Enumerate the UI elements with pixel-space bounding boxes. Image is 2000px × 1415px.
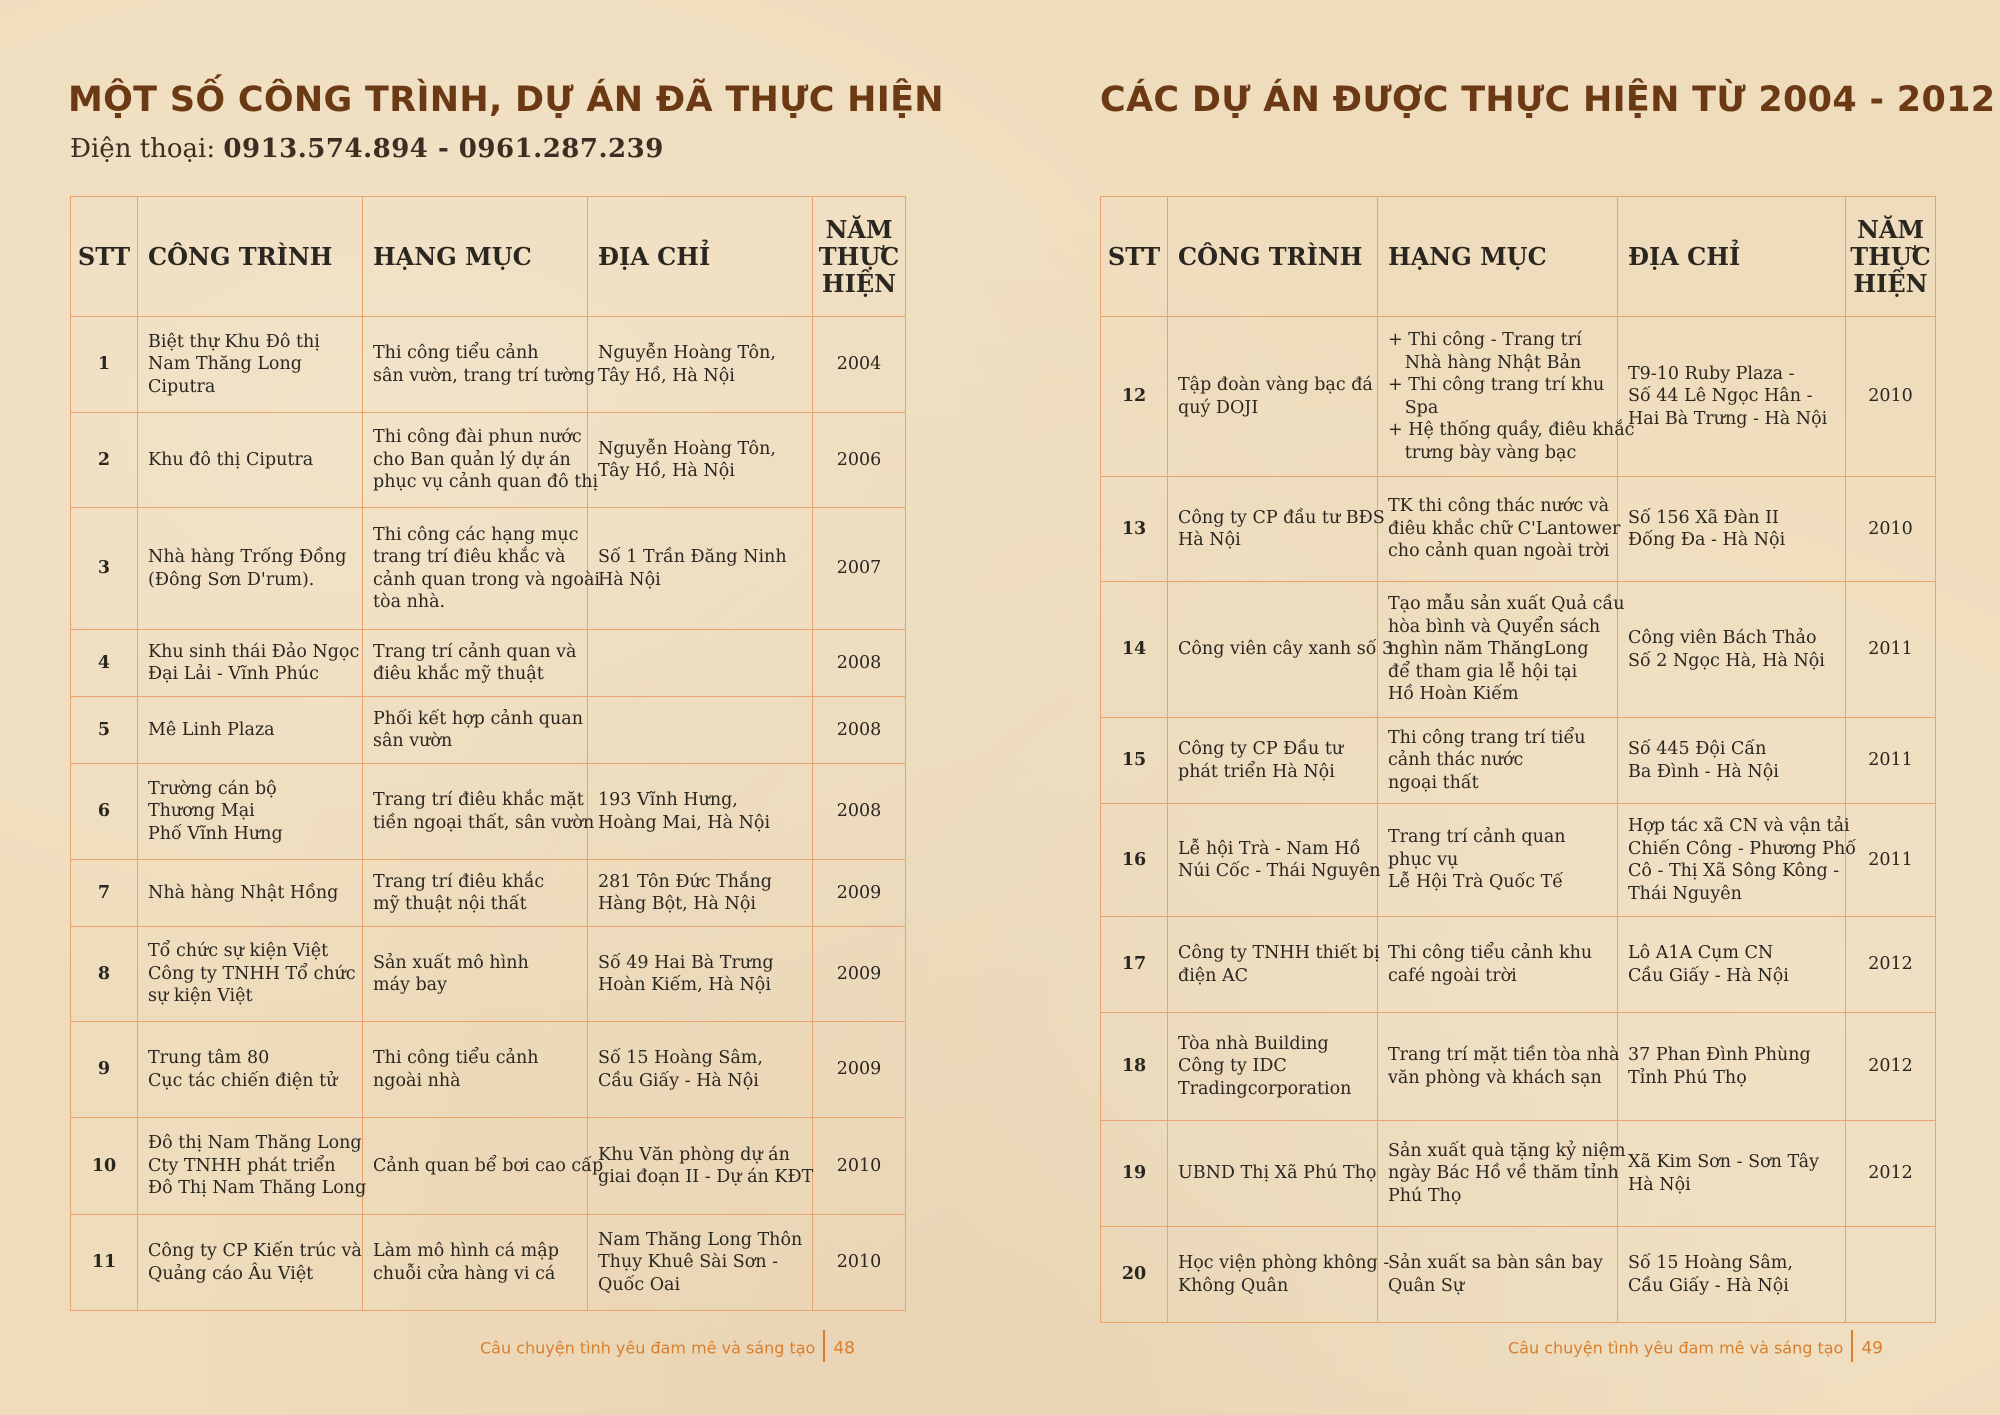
row-stt-cell: 9 xyxy=(71,1022,138,1118)
table-row xyxy=(1101,477,1936,582)
table-row xyxy=(71,1022,906,1118)
cell-line: cho cảnh quan ngoài trời xyxy=(1388,541,1610,562)
cell-line: Tập đoàn vàng bạc đá xyxy=(1178,375,1373,395)
right-page-title: CÁC DỰ ÁN ĐƯỢC THỰC HIỆN TỪ 2004 - 2012 xyxy=(1100,80,1996,120)
cell-line: Spa xyxy=(1388,397,1439,418)
cell-line: Tổ chức sự kiện Việt xyxy=(148,941,329,962)
row-year-cell: 2008 xyxy=(813,697,906,764)
cell-line: Tây Hồ, Hà Nội xyxy=(598,461,735,481)
header-year-line: NĂM xyxy=(1856,215,1925,244)
cell-line: Cầu Giấy - Hà Nội xyxy=(598,1070,759,1091)
cell-line: TK thi công thác nước và xyxy=(1388,496,1610,517)
cell-line: Cô - Thị Xã Sông Kông - xyxy=(1628,861,1840,881)
header-category: HẠNG MỤC xyxy=(1378,197,1618,317)
cell-line: Cảnh quan bể bơi cao cấp xyxy=(373,1155,604,1176)
row-stt-cell: 14 xyxy=(1101,582,1168,718)
cell-line: Hàng Bột, Hà Nội xyxy=(598,894,756,914)
cell-line: Thi công tiểu cảnh xyxy=(373,1048,539,1068)
cell-line: Làm mô hình cá mập xyxy=(373,1241,559,1261)
row-category-cell xyxy=(363,1022,588,1118)
row-address-cell xyxy=(588,630,813,697)
table-row xyxy=(1101,317,1936,477)
table-row xyxy=(71,860,906,927)
row-stt-cell: 6 xyxy=(71,764,138,860)
row-project-cell xyxy=(138,317,363,413)
row-year-cell: 2012 xyxy=(1846,1121,1936,1227)
table-row xyxy=(1101,582,1936,718)
row-stt-cell: 16 xyxy=(1101,804,1168,917)
cell-line: Số 15 Hoàng Sâm, xyxy=(598,1048,763,1068)
cell-line: văn phòng và khách sạn xyxy=(1388,1067,1602,1088)
row-project-cell xyxy=(1168,1121,1378,1227)
row-stt-cell: 13 xyxy=(1101,477,1168,582)
cell-line: Nguyễn Hoàng Tôn, xyxy=(598,343,776,363)
cell-line: Thái Nguyên xyxy=(1628,883,1742,904)
row-stt-cell: 8 xyxy=(71,927,138,1022)
row-category-cell xyxy=(363,1118,604,1215)
row-project-cell xyxy=(138,1215,363,1311)
cell-line: Hoàng Mai, Hà Nội xyxy=(598,812,771,833)
row-stt-cell: 3 xyxy=(71,508,138,630)
row-project-cell xyxy=(138,413,363,508)
right-project-table xyxy=(1100,196,1936,1323)
cell-line: Trang trí cảnh quan và xyxy=(373,641,577,662)
row-address-cell xyxy=(588,927,813,1022)
phone-numbers: 0913.574.894 - 0961.287.239 xyxy=(223,134,664,164)
cell-line: Nhà hàng Trống Đồng xyxy=(148,547,347,567)
cell-line: Công viên cây xanh số 3 xyxy=(1178,639,1394,660)
table-row xyxy=(1101,917,1936,1013)
cell-line: Đô thị Nam Thăng Long xyxy=(148,1133,362,1154)
cell-line: Thi công tiểu cảnh xyxy=(373,343,539,363)
cell-line: Số 2 Ngọc Hà, Hà Nội xyxy=(1628,650,1825,671)
cell-line: Khu Văn phòng dự án xyxy=(598,1144,790,1165)
cell-line: mỹ thuật nội thất xyxy=(373,894,527,914)
cell-line: café ngoài trời xyxy=(1388,965,1517,986)
cell-line: Thi công trang trí tiểu xyxy=(1388,727,1586,748)
row-category-cell xyxy=(363,413,599,508)
cell-line: Công viên Bách Thảo xyxy=(1628,628,1817,648)
cell-line: Biệt thự Khu Đô thị xyxy=(148,331,320,352)
cell-line: Trường cán bộ xyxy=(148,778,277,799)
cell-line: Phối kết hợp cảnh quan xyxy=(373,708,583,729)
row-address-cell xyxy=(1618,477,1846,582)
cell-line: 281 Tôn Đức Thắng xyxy=(598,871,772,892)
table-row xyxy=(71,697,906,764)
row-year-cell: 2010 xyxy=(1846,317,1936,477)
right-table-body xyxy=(1101,317,1936,1323)
row-address-cell xyxy=(588,508,813,630)
left-footer xyxy=(480,1333,855,1365)
row-stt-cell: 5 xyxy=(71,697,138,764)
row-address-cell xyxy=(1618,917,1846,1013)
cell-line: Trang trí điêu khắc mặt xyxy=(373,790,584,810)
row-address-cell xyxy=(588,1215,813,1311)
cell-line: Lễ hội Trà - Nam Hồ xyxy=(1178,838,1361,859)
row-project-cell xyxy=(1168,718,1378,804)
cell-line: Hà Nội xyxy=(1628,1174,1691,1195)
table-row xyxy=(1101,804,1936,917)
cell-line: (Đông Sơn D'rum). xyxy=(148,569,315,590)
cell-line: Đô Thị Nam Thăng Long xyxy=(148,1178,367,1199)
cell-line: giai đoạn II - Dự án KĐT xyxy=(598,1167,814,1187)
row-project-cell xyxy=(138,927,363,1022)
row-year-cell: 2007 xyxy=(813,508,906,630)
cell-line: ngoài nhà xyxy=(373,1070,461,1091)
cell-line: Chiến Công - Phương Phố xyxy=(1628,838,1856,859)
row-address-cell xyxy=(1618,1121,1846,1227)
cell-line: Xã Kim Sơn - Sơn Tây xyxy=(1628,1152,1819,1172)
cell-line: Ba Đình - Hà Nội xyxy=(1628,761,1779,782)
row-category-cell xyxy=(363,927,588,1022)
cell-line: Thương Mại xyxy=(148,801,255,822)
row-year-cell: 2009 xyxy=(813,1022,906,1118)
cell-line: Sản xuất mô hình xyxy=(373,952,529,973)
table-header-row xyxy=(1101,197,1936,317)
row-address-cell xyxy=(1618,582,1846,718)
cell-line: Hai Bà Trưng - Hà Nội xyxy=(1628,408,1828,429)
row-stt-cell: 1 xyxy=(71,317,138,413)
cell-line: T9-10 Ruby Plaza - xyxy=(1628,363,1795,384)
cell-line: Số 1 Trần Đăng Ninh xyxy=(598,547,787,567)
cell-line: Phú Thọ xyxy=(1388,1185,1462,1206)
cell-line: + Thi công - Trang trí xyxy=(1388,330,1582,350)
row-stt-cell: 18 xyxy=(1101,1013,1168,1121)
cell-line: Học viện phòng không - xyxy=(1178,1253,1390,1273)
row-project-cell xyxy=(138,630,363,697)
cell-line: + Hệ thống quầy, điêu khắc xyxy=(1388,420,1635,440)
cell-line: cảnh quan trong và ngoài xyxy=(373,569,600,590)
cell-line: Trang trí điêu khắc xyxy=(373,871,545,892)
row-category-cell xyxy=(363,317,596,413)
cell-line: Khu sinh thái Đảo Ngọc xyxy=(148,641,360,662)
header-stt: STT xyxy=(1101,197,1168,317)
row-year-cell: 2010 xyxy=(813,1118,906,1215)
row-address-cell xyxy=(588,860,813,927)
row-year-cell: 2009 xyxy=(813,860,906,927)
header-year-line: THỰC xyxy=(818,242,900,271)
row-project-cell xyxy=(138,860,363,927)
row-stt-cell: 15 xyxy=(1101,718,1168,804)
cell-line: Nhà hàng Nhật Bản xyxy=(1388,352,1582,373)
row-address-cell xyxy=(588,764,813,860)
row-year-cell: 2004 xyxy=(813,317,906,413)
table-row xyxy=(1101,718,1936,804)
row-stt-cell: 7 xyxy=(71,860,138,927)
cell-line: Cầu Giấy - Hà Nội xyxy=(1628,1275,1789,1296)
cell-line: Công ty CP đầu tư BĐS xyxy=(1178,507,1385,528)
cell-line: ngày Bác Hồ về thăm tỉnh xyxy=(1388,1163,1619,1184)
row-project-cell xyxy=(138,697,363,764)
row-category-cell xyxy=(363,630,588,697)
cell-line: ngoại thất xyxy=(1388,772,1479,793)
row-category-cell xyxy=(1378,917,1618,1013)
row-stt-cell: 17 xyxy=(1101,917,1168,1013)
row-category-cell xyxy=(1378,317,1635,477)
table-row xyxy=(71,1215,906,1311)
header-year-line: NĂM xyxy=(825,215,893,244)
cell-line: Tạo mẫu sản xuất Quả cầu xyxy=(1388,594,1625,615)
row-stt-cell: 20 xyxy=(1101,1227,1168,1323)
row-year-cell: 2009 xyxy=(813,927,906,1022)
cell-line: Công ty CP Kiến trúc và xyxy=(148,1241,362,1261)
cell-line: máy bay xyxy=(373,975,447,995)
cell-line: Hà Nội xyxy=(1178,530,1241,550)
header-year-line: HIỆN xyxy=(1853,269,1928,298)
row-project-cell xyxy=(138,1118,367,1215)
table-row xyxy=(71,764,906,860)
cell-line: Sản xuất sa bàn sân bay xyxy=(1388,1253,1603,1273)
cell-line: Quảng cáo Âu Việt xyxy=(148,1263,314,1284)
left-page-title: MỘT SỐ CÔNG TRÌNH, DỰ ÁN ĐÃ THỰC HIỆN xyxy=(68,80,944,120)
table-row xyxy=(71,1118,906,1215)
cell-line: Mê Linh Plaza xyxy=(148,719,275,740)
row-year-cell: 2006 xyxy=(813,413,906,508)
row-address-cell xyxy=(1618,317,1846,477)
header-year-line: THỰC xyxy=(1850,242,1931,271)
footer-tagline: Câu chuyện tình yêu đam mê và sáng tạo xyxy=(480,1338,816,1358)
cell-line: Lễ Hội Trà Quốc Tế xyxy=(1388,872,1564,893)
cell-line: Số 445 Đội Cấn xyxy=(1628,739,1767,759)
cell-line: Cty TNHH phát triển xyxy=(148,1155,336,1176)
left-project-table xyxy=(70,196,906,1311)
row-category-cell xyxy=(363,508,600,630)
cell-line: Thi công đài phun nước xyxy=(373,427,582,448)
cell-line: phục vụ cảnh quan đô thị xyxy=(373,472,599,493)
row-project-cell xyxy=(138,1022,363,1118)
cell-line: Sản xuất quà tặng kỷ niệm xyxy=(1388,1140,1626,1161)
cell-line: 193 Vĩnh Hưng, xyxy=(598,790,738,810)
cell-line: + Thi công trang trí khu xyxy=(1388,375,1605,395)
row-stt-cell: 2 xyxy=(71,413,138,508)
cell-line: Ciputra xyxy=(148,376,216,397)
row-project-cell xyxy=(1168,477,1385,582)
cell-line: Đại Lải - Vĩnh Phúc xyxy=(148,664,319,684)
row-category-cell xyxy=(363,1215,588,1311)
row-project-cell xyxy=(1168,317,1378,477)
cell-line: điện AC xyxy=(1178,965,1249,986)
phone-line xyxy=(70,134,664,164)
header-year-line: HIỆN xyxy=(821,269,897,298)
left-table-body xyxy=(71,317,906,1311)
page-number: 49 xyxy=(1861,1338,1883,1359)
cell-line: Tây Hồ, Hà Nội xyxy=(598,365,735,386)
row-category-cell xyxy=(1378,718,1618,804)
cell-line: tiền ngoại thất, sân vườn xyxy=(373,812,595,833)
cell-line: UBND Thị Xã Phú Thọ xyxy=(1178,1163,1377,1184)
row-year-cell: 2012 xyxy=(1846,917,1936,1013)
cell-line: Hà Nội xyxy=(598,569,661,590)
cell-line: quý DOJI xyxy=(1178,397,1259,418)
cell-line: chuỗi cửa hàng vi cá xyxy=(373,1263,556,1284)
cell-line: Tradingcorporation xyxy=(1178,1078,1352,1099)
cell-line: Công ty TNHH Tổ chức xyxy=(148,963,356,984)
row-category-cell xyxy=(1378,582,1625,718)
row-address-cell xyxy=(1618,804,1856,917)
cell-line: Tỉnh Phú Thọ xyxy=(1628,1067,1747,1088)
cell-line: Hoàn Kiếm, Hà Nội xyxy=(598,975,771,995)
row-year-cell: 2011 xyxy=(1846,718,1936,804)
row-year-cell: 2012 xyxy=(1846,1013,1936,1121)
cell-line: Cục tác chiến điện tử xyxy=(148,1070,338,1091)
table-row xyxy=(1101,1121,1936,1227)
cell-line: Công ty IDC xyxy=(1178,1056,1287,1077)
row-project-cell xyxy=(138,764,363,860)
cell-line: Nhà hàng Nhật Hồng xyxy=(148,882,339,903)
header-year xyxy=(1846,197,1936,317)
cell-line: hòa bình và Quyển sách xyxy=(1388,616,1601,637)
cell-line: Tòa nhà Building xyxy=(1178,1033,1329,1054)
row-stt-cell: 4 xyxy=(71,630,138,697)
footer-tagline: Câu chuyện tình yêu đam mê và sáng tạo xyxy=(1508,1338,1844,1358)
table-row xyxy=(71,413,906,508)
footer-divider xyxy=(823,1330,825,1362)
table-row xyxy=(1101,1013,1936,1121)
cell-line: điêu khắc chữ C'Lantower xyxy=(1388,518,1621,539)
cell-line: sân vườn xyxy=(373,731,453,751)
cell-line: Hợp tác xã CN và vận tải xyxy=(1628,816,1850,836)
cell-line: Công ty TNHH thiết bị xyxy=(1178,943,1380,963)
cell-line: nghìn năm ThăngLong xyxy=(1388,639,1589,660)
header-address: ĐỊA CHỈ xyxy=(1618,197,1846,317)
row-category-cell xyxy=(363,697,588,764)
row-year-cell: 2008 xyxy=(813,630,906,697)
cell-line: Số 44 Lê Ngọc Hân - xyxy=(1628,386,1813,407)
cell-line: sự kiện Việt xyxy=(148,986,253,1007)
row-stt-cell: 10 xyxy=(71,1118,138,1215)
row-stt-cell: 12 xyxy=(1101,317,1168,477)
cell-line: Số 49 Hai Bà Trưng xyxy=(598,952,774,973)
header-project: CÔNG TRÌNH xyxy=(1168,197,1378,317)
cell-line: Trung tâm 80 xyxy=(148,1048,270,1068)
cell-line: sân vườn, trang trí tường xyxy=(373,365,596,386)
cell-line: Đống Đa - Hà Nội xyxy=(1628,530,1786,550)
cell-line: Thụy Khuê Sài Sơn - xyxy=(598,1252,779,1273)
cell-line: Nam Thăng Long Thôn xyxy=(598,1229,803,1250)
table-row xyxy=(71,630,906,697)
header-category: HẠNG MỤC xyxy=(363,197,588,317)
table-header-row xyxy=(71,197,906,317)
header-stt: STT xyxy=(71,197,138,317)
row-project-cell xyxy=(1168,1013,1378,1121)
row-year-cell: 2010 xyxy=(813,1215,906,1311)
cell-line: Trang trí cảnh quan xyxy=(1388,827,1566,848)
cell-line: trưng bày vàng bạc xyxy=(1388,442,1577,463)
cell-line: Nam Thăng Long xyxy=(148,354,302,375)
row-address-cell xyxy=(1618,718,1846,804)
row-year-cell: 2008 xyxy=(813,764,906,860)
right-page xyxy=(1000,0,2000,1415)
row-stt-cell: 19 xyxy=(1101,1121,1168,1227)
cell-line: Khu đô thị Ciputra xyxy=(148,449,314,470)
cell-line: Quốc Oai xyxy=(598,1274,681,1295)
page-number: 48 xyxy=(833,1338,855,1359)
row-year-cell: 2011 xyxy=(1846,582,1936,718)
cell-line: cảnh thác nước xyxy=(1388,750,1524,771)
cell-line: Hồ Hoàn Kiếm xyxy=(1388,684,1519,705)
cell-line: Số 15 Hoàng Sâm, xyxy=(1628,1253,1793,1273)
row-category-cell xyxy=(1378,1121,1626,1227)
row-address-cell xyxy=(588,1118,813,1215)
cell-line: để tham gia lễ hội tại xyxy=(1388,661,1578,682)
row-address-cell xyxy=(1618,1013,1846,1121)
row-address-cell xyxy=(1618,1227,1846,1323)
cell-line: tòa nhà. xyxy=(373,592,446,612)
footer-divider xyxy=(1851,1330,1853,1362)
right-footer xyxy=(1508,1333,1883,1365)
row-category-cell xyxy=(1378,477,1621,582)
cell-line: Không Quân xyxy=(1178,1275,1289,1296)
cell-line: Thi công các hạng mục xyxy=(373,524,579,545)
cell-line: Cầu Giấy - Hà Nội xyxy=(1628,965,1789,986)
row-category-cell xyxy=(1378,1227,1618,1323)
row-address-cell xyxy=(588,413,813,508)
cell-line: điêu khắc mỹ thuật xyxy=(373,664,544,684)
row-category-cell xyxy=(1378,804,1618,917)
table-row xyxy=(71,508,906,630)
table-row xyxy=(71,317,906,413)
row-year-cell: 2011 xyxy=(1846,804,1936,917)
cell-line: cho Ban quản lý dự án xyxy=(373,449,571,470)
row-address-cell xyxy=(588,697,813,764)
cell-line: Thi công tiểu cảnh khu xyxy=(1388,943,1593,963)
row-address-cell xyxy=(588,317,813,413)
row-project-cell xyxy=(1168,1227,1390,1323)
cell-line: Phố Vĩnh Hưng xyxy=(148,823,283,844)
row-category-cell xyxy=(1378,1013,1618,1121)
cell-line: Quân Sự xyxy=(1388,1275,1465,1296)
row-project-cell xyxy=(138,508,363,630)
cell-line: trang trí điêu khắc và xyxy=(373,547,566,567)
phone-label: Điện thoại: xyxy=(70,134,216,164)
row-category-cell xyxy=(363,860,588,927)
table-row xyxy=(1101,1227,1936,1323)
table-row xyxy=(71,927,906,1022)
cell-line: 37 Phan Đình Phùng xyxy=(1628,1045,1811,1065)
row-year-cell: 2010 xyxy=(1846,477,1936,582)
row-project-cell xyxy=(1168,804,1381,917)
header-address: ĐỊA CHỈ xyxy=(588,197,813,317)
cell-line: Lô A1A Cụm CN xyxy=(1628,943,1774,963)
row-project-cell xyxy=(1168,917,1378,1013)
cell-line: Công ty CP Đầu tư xyxy=(1178,739,1344,759)
cell-line: Số 156 Xã Đàn II xyxy=(1628,507,1779,528)
row-address-cell xyxy=(588,1022,813,1118)
cell-line: phát triển Hà Nội xyxy=(1178,761,1335,782)
row-stt-cell: 11 xyxy=(71,1215,138,1311)
row-category-cell xyxy=(363,764,595,860)
cell-line: Trang trí mặt tiền tòa nhà xyxy=(1388,1045,1620,1065)
cell-line: Núi Cốc - Thái Nguyên xyxy=(1178,861,1381,881)
header-year xyxy=(813,197,906,317)
cell-line: phục vụ xyxy=(1388,849,1459,870)
header-project: CÔNG TRÌNH xyxy=(138,197,363,317)
cell-line: Nguyễn Hoàng Tôn, xyxy=(598,438,776,459)
row-year-cell xyxy=(1846,1227,1936,1323)
row-project-cell xyxy=(1168,582,1394,718)
